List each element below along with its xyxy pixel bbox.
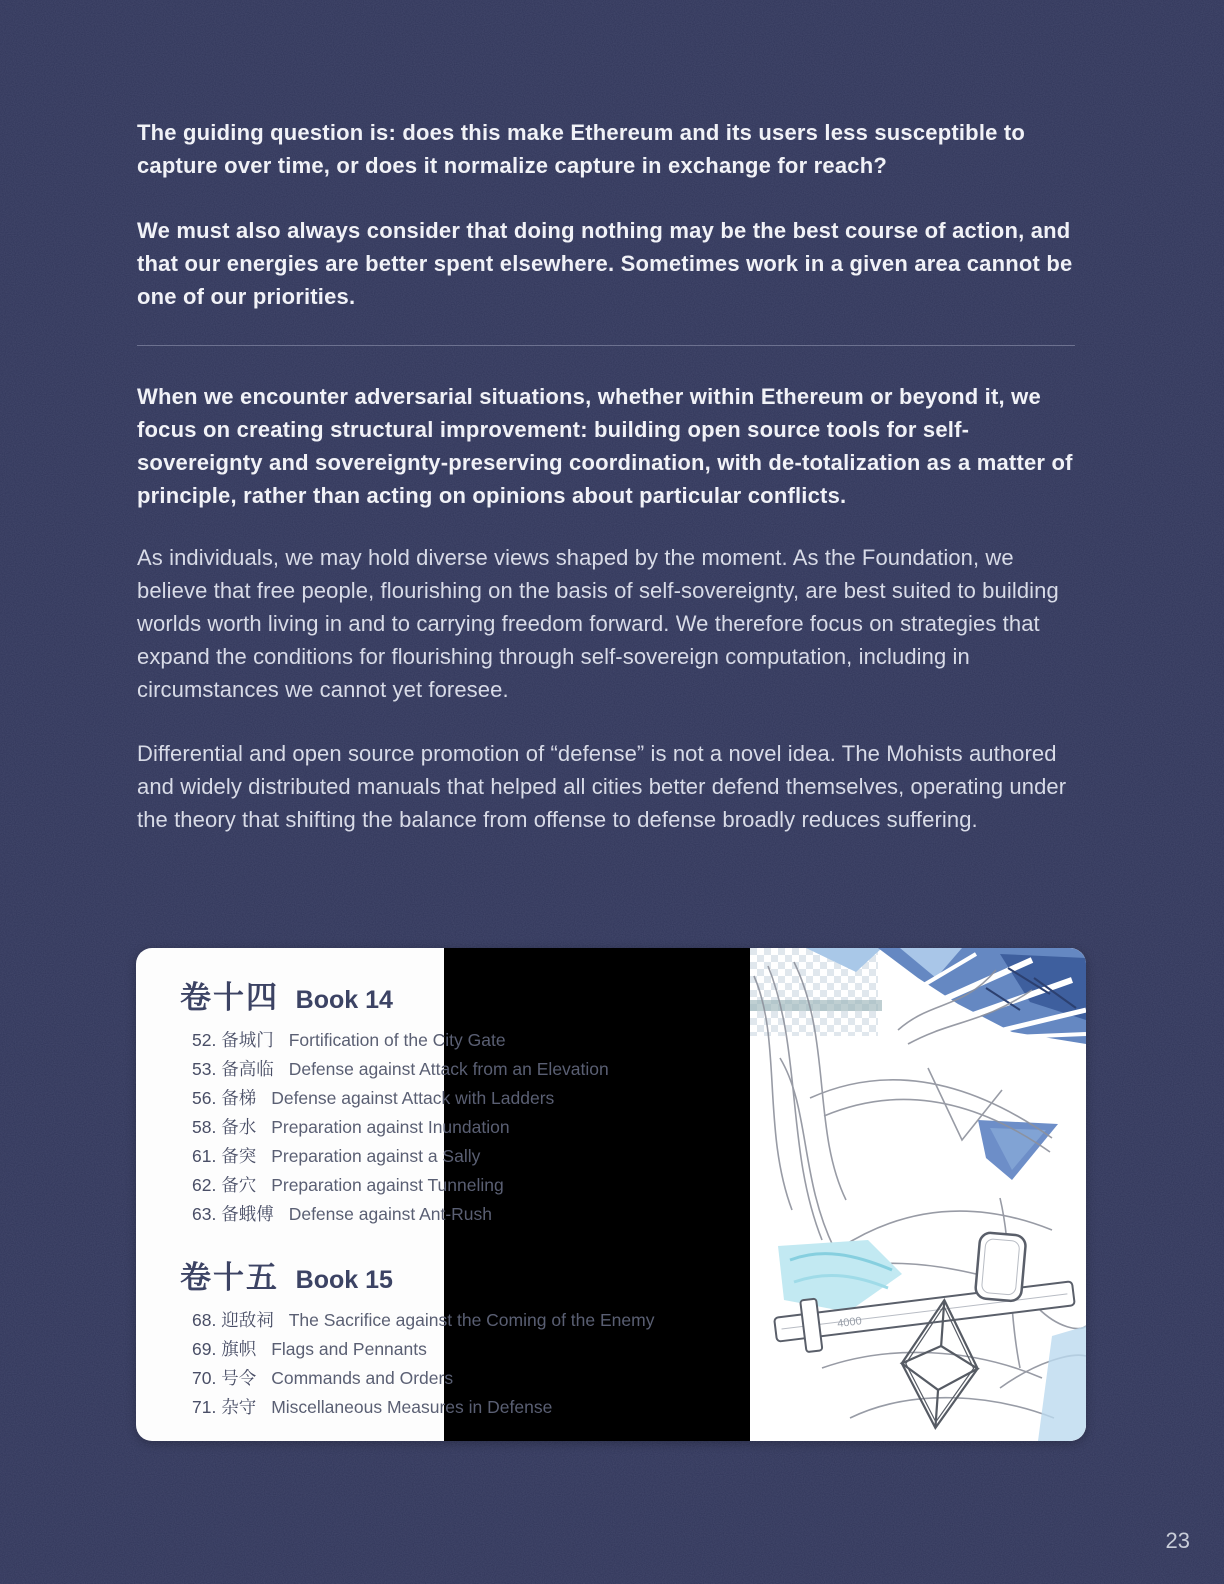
paragraph-doing-nothing: We must also always consider that doing nothing may be the best course of action, and that our energies are better spent elsewhere. Sometimes work in a given area cannot be one of our priorities. [137, 218, 1073, 309]
book14-title-en: Book 14 [295, 986, 393, 1014]
toc-item-zh: 备水 [221, 1117, 257, 1137]
toc-item-number: 71. [192, 1397, 217, 1417]
toc-item-number: 58. [192, 1117, 217, 1137]
toc-content [136, 948, 1086, 1441]
toc-item-56 [180, 1085, 1086, 1114]
toc-item-number: 52. [192, 1030, 217, 1050]
toc-item-number: 70. [192, 1368, 217, 1388]
book14-title-zh: 卷十四 [180, 980, 279, 1015]
toc-item-68 [180, 1307, 1086, 1336]
book15-title-en: Book 15 [295, 1266, 393, 1294]
toc-item-en: Flags and Pennants [271, 1339, 427, 1359]
toc-item-en: The Sacrifice against the Coming of the Enemy [288, 1310, 655, 1330]
paragraph-adversarial: When we encounter adversarial situations, whether within Ethereum or beyond it, we focus on creating structural improvement: building open source tools for self-sovereignty and sovereignty-preserving coordination, with de-totalization as a matter of principle, rather than acting on opinions about particular conflicts. [137, 384, 1073, 508]
page-number: 23 [1165, 1528, 1190, 1553]
toc-item-69 [180, 1336, 1086, 1365]
toc-item-zh: 杂守 [221, 1397, 257, 1417]
toc-item-number: 69. [192, 1339, 217, 1359]
toc-item-zh: 备蛾傅 [221, 1204, 274, 1224]
toc-item-en: Preparation against Tunneling [271, 1175, 504, 1195]
toc-item-zh: 备梯 [221, 1088, 257, 1108]
toc-item-58 [180, 1114, 1086, 1143]
toc-item-zh: 备突 [221, 1146, 257, 1166]
toc-item-zh: 号令 [221, 1368, 257, 1388]
toc-item-zh: 备城门 [221, 1030, 274, 1050]
toc-item-number: 62. [192, 1175, 217, 1195]
toc-item-70 [180, 1365, 1086, 1394]
toc-item-61 [180, 1143, 1086, 1172]
book14-title [180, 978, 1086, 1021]
toc-item-en: Defense against Attack with Ladders [271, 1088, 555, 1108]
toc-item-en: Defense against Attack from an Elevation [288, 1059, 609, 1079]
toc-item-en: Miscellaneous Measures in Defense [271, 1397, 553, 1417]
toc-item-62 [180, 1172, 1086, 1201]
paragraph-mohists: Differential and open source promotion of “defense” is not a novel idea. The Mohists authored and widely distributed manuals that helped all cities better defend themselves, operating under the theory that shifting the balance from offense to defense broadly reduces suffering. [137, 741, 1067, 832]
toc-item-zh: 备穴 [221, 1175, 257, 1195]
hammer-marking: 4000 [836, 1315, 863, 1331]
toc-item-number: 53. [192, 1059, 217, 1079]
toc-item-en: Commands and Orders [271, 1368, 454, 1388]
section-divider [137, 345, 1075, 346]
book15-title-zh: 卷十五 [180, 1260, 279, 1295]
paragraph-as-individuals: As individuals, we may hold diverse views shaped by the moment. As the Foundation, we believe that free people, flourishing on the basis of self-sovereignty, are best suited to building worlds worth living in and to carrying freedom forward. We therefore focus on strategies that expand the conditions for flourishing through self-sovereign computation, including in circumstances we cannot yet foresee. [137, 545, 1059, 702]
book14-list [180, 1027, 1086, 1230]
toc-item-52 [180, 1027, 1086, 1056]
book15-list [180, 1307, 1086, 1423]
toc-item-63 [180, 1201, 1086, 1230]
toc-item-number: 61. [192, 1146, 217, 1166]
toc-item-number: 63. [192, 1204, 217, 1224]
toc-item-en: Preparation against a Sally [271, 1146, 481, 1166]
toc-item-53 [180, 1056, 1086, 1085]
toc-item-en: Fortification of the City Gate [288, 1030, 506, 1050]
mozi-toc-card [136, 948, 1086, 1441]
toc-item-number: 68. [192, 1310, 217, 1330]
toc-item-zh: 备高临 [221, 1059, 274, 1079]
toc-item-en: Preparation against Inundation [271, 1117, 510, 1137]
book15-title [180, 1258, 1086, 1301]
toc-item-number: 56. [192, 1088, 217, 1108]
toc-item-en: Defense against Ant-Rush [288, 1204, 493, 1224]
toc-item-zh: 迎敌祠 [221, 1310, 274, 1330]
toc-item-zh: 旗帜 [221, 1339, 257, 1359]
paragraph-guiding-question: The guiding question is: does this make Ethereum and its users less susceptible to capture over time, or does it normalize capture in exchange for reach? [137, 120, 1026, 178]
toc-item-71 [180, 1394, 1086, 1423]
